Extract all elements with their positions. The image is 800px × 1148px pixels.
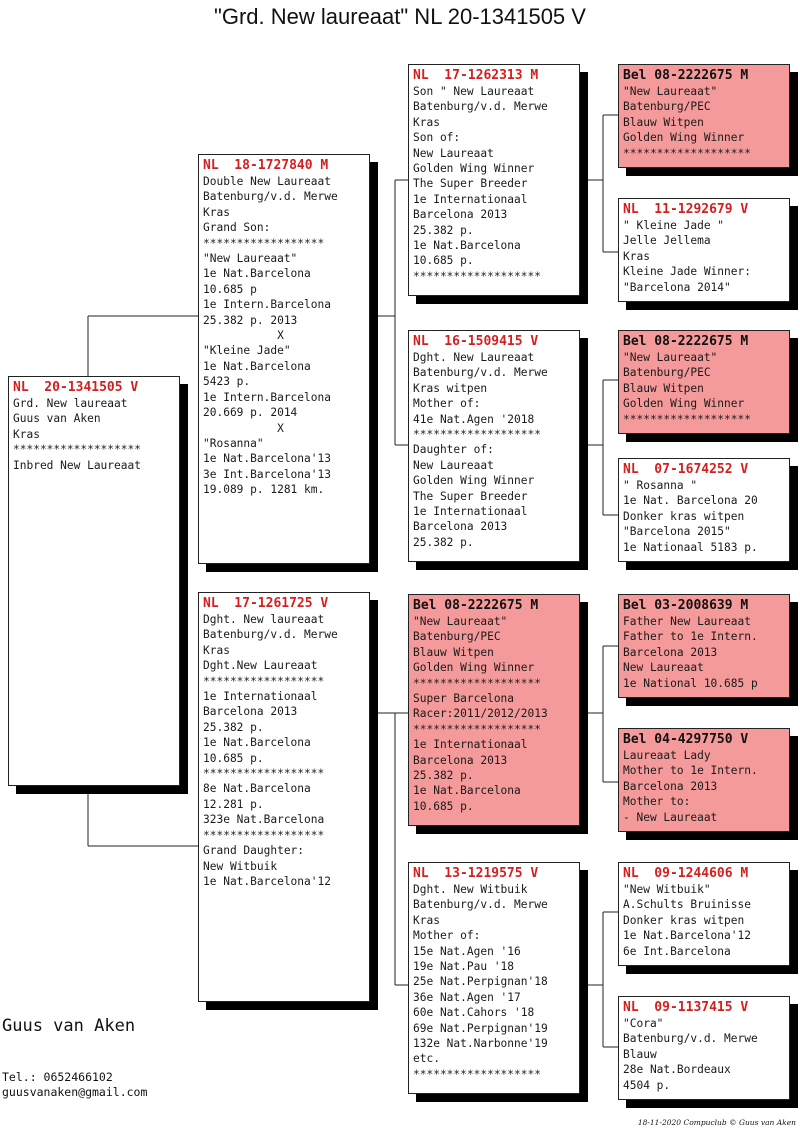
pedigree-line: Kras (623, 249, 650, 263)
breeder-email: guusvanaken@gmail.com (2, 1085, 148, 1099)
ring-number: NL 17-1261725 V (203, 596, 329, 611)
pedigree-line: New Laureaat (413, 146, 494, 160)
pedigree-line: 25.382 p. (413, 223, 474, 237)
pedigree-line: 1e Internationaal (413, 738, 528, 752)
pedigree-line: Mother to: (623, 795, 691, 809)
pedigree-line: 1e Intern.Barcelona (203, 298, 331, 312)
pedigree-line: "Kleine Jade" (203, 344, 291, 358)
pedigree-line: 8e Nat.Barcelona (203, 782, 311, 796)
pedigree-line: Mother of: (413, 929, 481, 943)
pedigree-line: Donker kras witpen (623, 913, 745, 927)
pedigree-line: 12.281 p. (203, 797, 264, 811)
pedigree-line: 3e Int.Barcelona'13 (203, 467, 331, 481)
pedigree-line: Blauw Witpen (413, 645, 494, 659)
pedigree-line: 15e Nat.Agen '16 (413, 944, 521, 958)
pedigree-line: 1e Nat.Barcelona'12 (623, 929, 751, 943)
pedigree-line: Batenburg/v.d. Merwe (623, 1032, 758, 1046)
pedigree-line: ******************* (413, 722, 541, 736)
pedigree-line: 1e Nat.Barcelona (413, 239, 521, 253)
breeder-name: Guus van Aken (2, 1016, 136, 1036)
pedigree-line: 41e Nat.Agen '2018 (413, 412, 535, 426)
pedigree-line: 1e Nationaal 5183 p. (623, 540, 758, 554)
pedigree-line: 1e Internationaal (203, 690, 318, 704)
pedigree-line: 1e Nat.Barcelona (203, 267, 311, 281)
pedigree-line: "Barcelona 2015" (623, 525, 731, 539)
pedigree-line: "New Witbuik" (623, 883, 711, 896)
ring-number: NL 17-1262313 M (413, 68, 539, 83)
pedigree-line: 60e Nat.Cahors '18 (413, 1006, 535, 1020)
pedigree-line: Dght. New Laureaat (413, 351, 535, 364)
great-grandparent-card-4 (618, 458, 790, 562)
pedigree-line: 1e Nat.Barcelona (203, 359, 311, 373)
pedigree-line: Batenburg/v.d. Merwe (203, 628, 338, 642)
pedigree-line: Donker kras witpen (623, 509, 745, 523)
pedigree-line: ******************* (623, 412, 751, 426)
pedigree-line: Grd. New laureaat (13, 397, 128, 410)
great-grandparent-card-7 (618, 862, 790, 966)
pedigree-line: 10.685 p. (203, 751, 264, 765)
subject-pigeon-card (8, 376, 180, 786)
pedigree-line: New Witbuik (203, 859, 278, 873)
great-grandparent-card-3 (618, 330, 790, 434)
pedigree-line: ******************* (413, 269, 541, 283)
sire-card (198, 154, 370, 564)
ring-number: NL 07-1674252 V (623, 462, 749, 477)
pedigree-line: X (203, 329, 284, 343)
pedigree-line: Racer:2011/2012/2013 (413, 707, 548, 721)
granddam-maternal-card (408, 862, 580, 1094)
pedigree-line: "New Laureaat" (203, 252, 298, 266)
pedigree-line: ****************** (203, 767, 325, 781)
pedigree-line: Batenburg/v.d. Merwe (413, 100, 548, 114)
pedigree-line: Kras (413, 115, 440, 129)
ring-number: Bel 04-4297750 V (623, 732, 749, 747)
pedigree-line: Batenburg/v.d. Merwe (413, 898, 548, 912)
pedigree-line: 25e Nat.Perpignan'18 (413, 975, 548, 989)
grandsire-paternal-card (408, 64, 580, 296)
pedigree-line: 25.382 p. (413, 769, 474, 783)
pedigree-line: Dght. New laureaat (203, 613, 325, 626)
pedigree-line: Inbred New Laureaat (13, 458, 141, 472)
pedigree-line: " Rosanna " (623, 479, 698, 492)
pedigree-line: ****************** (203, 674, 325, 688)
ring-number: NL 20-1341505 V (13, 380, 139, 395)
pedigree-line: ****************** (203, 828, 325, 842)
pedigree-line: 25.382 p. 2013 (203, 313, 298, 327)
ring-number: NL 09-1137415 V (623, 1000, 749, 1015)
pedigree-line: 1e Nat.Barcelona'12 (203, 874, 331, 888)
pedigree-line: Golden Wing Winner (413, 661, 535, 675)
pedigree-line: 36e Nat.Agen '17 (413, 990, 521, 1004)
pedigree-line: Kras (413, 913, 440, 927)
pedigree-line: ****************** (203, 236, 325, 250)
pedigree-line: 4504 p. (623, 1078, 671, 1092)
pedigree-line: New Laureaat (413, 458, 494, 472)
pedigree-line: Kras witpen (413, 381, 488, 395)
pedigree-line: 1e Intern.Barcelona (203, 390, 331, 404)
pedigree-line: Guus van Aken (13, 412, 101, 426)
ring-number: Bel 08-2222675 M (623, 68, 749, 83)
pedigree-line: ******************* (413, 428, 541, 442)
pedigree-line: "Barcelona 2014" (623, 280, 731, 294)
grandsire-maternal-card (408, 594, 580, 826)
pedigree-line: Laureaat Lady (623, 749, 711, 762)
pedigree-line: 1e Internationaal (413, 192, 528, 206)
pedigree-line: 5423 p. (203, 375, 251, 389)
pedigree-line: New Laureaat (623, 661, 704, 675)
pedigree-line: Kras (203, 205, 230, 219)
pedigree-line: "New Laureaat" (413, 615, 508, 628)
pedigree-line: ******************* (413, 676, 541, 690)
pedigree-line: ******************* (623, 146, 751, 160)
pedigree-line: Jelle Jellema (623, 234, 711, 248)
pedigree-line: 10.685 p. (413, 799, 474, 813)
pedigree-line: Son " New Laureaat (413, 85, 535, 98)
pedigree-line: Dght. New Witbuik (413, 883, 528, 896)
pedigree-line: Kras (13, 427, 40, 441)
dam-card (198, 592, 370, 1002)
pedigree-line: 20.669 p. 2014 (203, 406, 298, 420)
pedigree-line: - New Laureaat (623, 810, 718, 824)
pedigree-line: 19e Nat.Pau '18 (413, 960, 515, 974)
pedigree-line: etc. (413, 1052, 440, 1066)
pedigree-line: 28e Nat.Bordeaux (623, 1063, 731, 1077)
pedigree-line: Father New Laureaat (623, 615, 751, 628)
pedigree-title: "Grd. New laureaat" NL 20-1341505 V (214, 4, 586, 29)
pedigree-line: 132e Nat.Narbonne'19 (413, 1037, 548, 1051)
pedigree-line: X (203, 421, 284, 435)
pedigree-line: Barcelona 2013 (623, 645, 718, 659)
pedigree-line: 1e Nat.Barcelona'13 (203, 452, 331, 466)
pedigree-line: 1e Nat. Barcelona 20 (623, 494, 758, 508)
pedigree-line: 6e Int.Barcelona (623, 944, 731, 958)
pedigree-line: A.Schults Bruinisse (623, 898, 751, 912)
pedigree-line: Grand Son: (203, 221, 271, 235)
pedigree-line: "New Laureaat" (623, 85, 718, 98)
pedigree-line: 25.382 p. (413, 535, 474, 549)
ring-number: NL 11-1292679 V (623, 202, 749, 217)
pedigree-line: "New Laureaat" (623, 351, 718, 364)
great-grandparent-card-8 (618, 996, 790, 1100)
pedigree-line: Golden Wing Winner (413, 474, 535, 488)
pedigree-line: Son of: (413, 131, 461, 145)
pedigree-line: "Rosanna" (203, 436, 264, 450)
pedigree-line: Barcelona 2013 (413, 753, 508, 767)
ring-number: Bel 08-2222675 M (623, 334, 749, 349)
pedigree-line: "Cora" (623, 1017, 664, 1030)
pedigree-line: 1e Nat.Barcelona (203, 736, 311, 750)
pedigree-line: " Kleine Jade " (623, 219, 725, 232)
great-grandparent-card-2 (618, 198, 790, 302)
pedigree-line: Batenburg/v.d. Merwe (413, 366, 548, 380)
pedigree-line: Dght.New Laureaat (203, 659, 318, 673)
ring-number: NL 16-1509415 V (413, 334, 539, 349)
pedigree-line: 19.089 p. 1281 km. (203, 483, 325, 497)
pedigree-line: ******************* (413, 1067, 541, 1081)
pedigree-line: 323e Nat.Barcelona (203, 813, 325, 827)
ring-number: NL 18-1727840 M (203, 158, 329, 173)
pedigree-line: Blauw Witpen (623, 115, 704, 129)
pedigree-line: Golden Wing Winner (413, 162, 535, 176)
ring-number: NL 09-1244606 M (623, 866, 749, 881)
pedigree-line: Kras (203, 643, 230, 657)
pedigree-line: Mother of: (413, 397, 481, 411)
ring-number: Bel 08-2222675 M (413, 598, 539, 613)
pedigree-line: Golden Wing Winner (623, 131, 745, 145)
pedigree-line: Grand Daughter: (203, 844, 305, 858)
pedigree-line: Barcelona 2013 (413, 208, 508, 222)
pedigree-line: ******************* (13, 443, 141, 457)
great-grandparent-card-5 (618, 594, 790, 698)
pedigree-line: 1e National 10.685 p (623, 676, 758, 690)
pedigree-line: The Super Breeder (413, 489, 528, 503)
pedigree-line: Golden Wing Winner (623, 397, 745, 411)
pedigree-line: Batenburg/v.d. Merwe (203, 190, 338, 204)
pedigree-line: Super Barcelona (413, 692, 515, 706)
pedigree-line: Batenburg/PEC (623, 100, 711, 114)
pedigree-line: Double New Laureaat (203, 175, 331, 188)
pedigree-line: 25.382 p. (203, 720, 264, 734)
pedigree-line: Blauw Witpen (623, 381, 704, 395)
pedigree-line: Father to 1e Intern. (623, 630, 758, 644)
pedigree-line: Blauw (623, 1047, 657, 1061)
pedigree-line: Batenburg/PEC (413, 630, 501, 644)
pedigree-line: The Super Breeder (413, 177, 528, 191)
pedigree-line: 1e Internationaal (413, 505, 528, 519)
footer-credit: 18-11-2020 Compuclub © Guus van Aken (637, 1118, 796, 1127)
pedigree-line: Daughter of: (413, 443, 494, 457)
pedigree-line: 69e Nat.Perpignan'19 (413, 1021, 548, 1035)
great-grandparent-card-6 (618, 728, 790, 832)
pedigree-line: Barcelona 2013 (203, 705, 298, 719)
pedigree-line: Barcelona 2013 (413, 520, 508, 534)
ring-number: NL 13-1219575 V (413, 866, 539, 881)
granddam-paternal-card (408, 330, 580, 562)
pedigree-line: Barcelona 2013 (623, 779, 718, 793)
pedigree-line: Batenburg/PEC (623, 366, 711, 380)
pedigree-line: Kleine Jade Winner: (623, 265, 751, 279)
great-grandparent-card-1 (618, 64, 790, 168)
pedigree-line: Mother to 1e Intern. (623, 764, 758, 778)
ring-number: Bel 03-2008639 M (623, 598, 749, 613)
breeder-phone: Tel.: 0652466102 (2, 1070, 113, 1084)
pedigree-line: 10.685 p. (413, 254, 474, 268)
pedigree-line: 1e Nat.Barcelona (413, 784, 521, 798)
pedigree-line: 10.685 p (203, 282, 257, 296)
